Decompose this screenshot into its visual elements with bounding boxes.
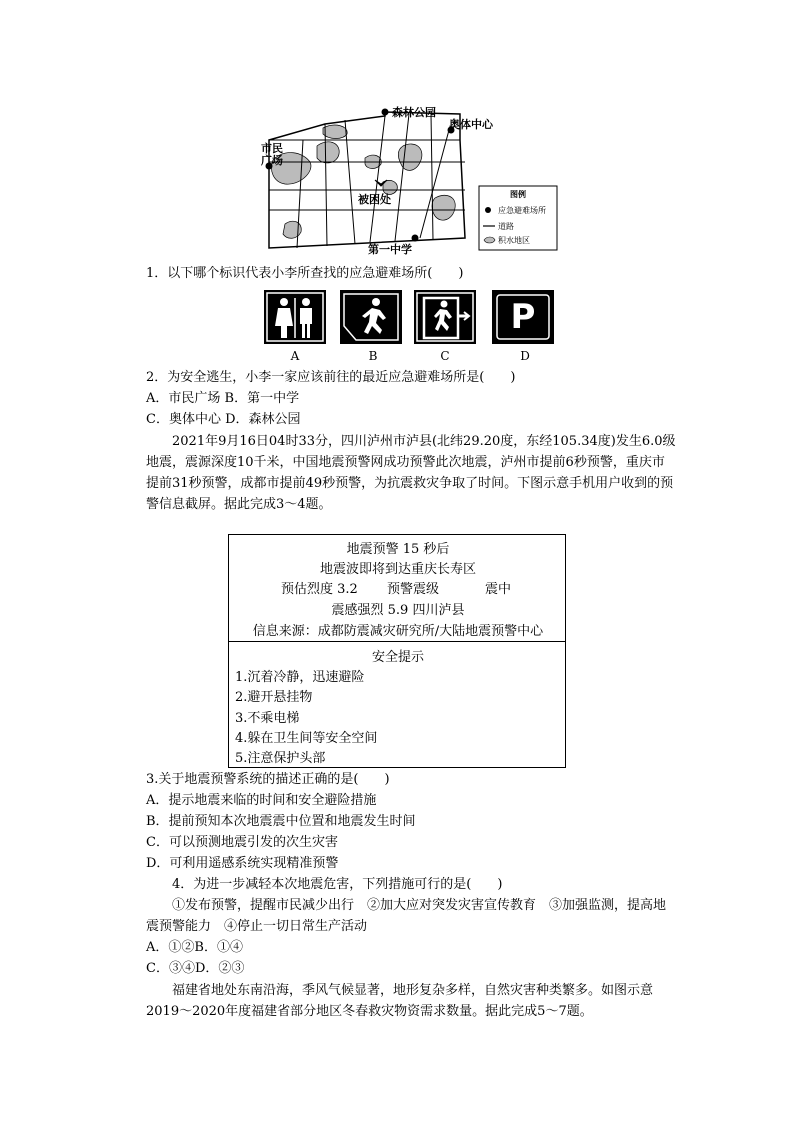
- legend-water: 积水地区: [498, 236, 530, 245]
- question-2-options-ab: A．市民广场 B．第一中学: [146, 391, 300, 406]
- question-3-option-c: C．可以预测地震引发的次生灾害: [146, 835, 338, 850]
- safety-tip-5: 5.注意保护头部: [235, 751, 326, 766]
- option-letter-b: B: [368, 349, 378, 363]
- safety-tip-3: 3.不乘电梯: [235, 711, 300, 726]
- shelter-dot-forest-park: [382, 109, 389, 116]
- shelter-dot-first-middle-school: [412, 235, 419, 242]
- question-3-option-b: B．提前预知本次地震震中位置和地震发生时间: [146, 814, 416, 829]
- sign-b-running-icon: [340, 290, 402, 344]
- warning-level-value: 震中: [485, 582, 512, 597]
- warning-countdown: 地震预警 15 秒后: [346, 542, 450, 557]
- label-citizen-square-line2: 广场: [261, 154, 283, 167]
- passage-fujian: 福建省地处东南沿海，季风气候显著，地形复杂多样，自然灾害种类繁多。如图示意2019～2020年度福建省部分地区冬春救灾物资需求数量。据此完成5～7题。: [146, 983, 654, 1019]
- question-4-options-cd: C．③④D．②③: [146, 961, 245, 976]
- warning-magnitude: 震感强烈 5.9 四川泸县: [331, 603, 465, 618]
- safety-tip-2: 2.避开悬挂物: [235, 690, 313, 705]
- question-4-options-ab: A．①②B．①④: [146, 940, 243, 955]
- label-citizen-square-line1: 市民: [261, 142, 283, 155]
- warning-level-label: 预警震级: [387, 582, 440, 597]
- sign-c-exit-icon: [414, 290, 476, 344]
- legend-shelter: 应急避难场所: [498, 206, 546, 215]
- earthquake-warning-screenshot: [228, 534, 566, 768]
- question-2-stem: 2．为安全逃生，小李一家应该前往的最近应急避难场所是( ): [146, 370, 516, 385]
- warning-arrival: 地震波即将到达重庆长寿区: [319, 562, 476, 577]
- question-3-stem: 3.关于地震预警系统的描述正确的是( ): [146, 772, 390, 787]
- passage-earthquake: 2021年9月16日04时33分，四川泸州市泸县(北纬29.20度，东经105.34度)发生6.0级地震，震源深度10千米，中国地震预警网成功预警此次地震，泸州市提前6秒预警，重庆市提前31秒预警，成都市提前49秒预警，为抗震救灾争取了时间。下图示意手机用户收到的预警信息截屏。据此完成3～4题。: [146, 434, 676, 512]
- parking-letter: P: [510, 297, 536, 337]
- sign-a-restroom-icon: [264, 290, 326, 344]
- question-1-stem: 1．以下哪个标识代表小李所查找的应急避难场所( ): [146, 266, 464, 281]
- evacuation-map: [255, 100, 560, 258]
- safety-tips-title: 安全提示: [371, 650, 424, 665]
- label-olympic-center: 奥体中心: [449, 118, 493, 131]
- question-3-option-d: D．可利用遥感系统实现精准预警: [146, 856, 339, 871]
- label-trapped: 被困处: [358, 193, 391, 206]
- label-forest-park: 森林公园: [392, 106, 436, 119]
- question-4-stem: 4．为进一步减轻本次地震危害，下列措施可行的是( ): [172, 877, 503, 892]
- option-letter-c: C: [440, 349, 450, 363]
- legend-title: 图例: [510, 189, 526, 199]
- question-2-options-cd: C．奥体中心 D．森林公园: [146, 412, 301, 427]
- legend-road: 道路: [498, 222, 514, 231]
- question-4-measures-line1: ①发布预警，提醒市民减少出行 ②加大应对突发灾害宣传教育 ③加强监测，提高地: [172, 898, 667, 913]
- question-3-option-a: A．提示地震来临的时间和安全避险措施: [146, 793, 377, 808]
- option-letter-a: A: [290, 349, 300, 363]
- warning-source: 信息来源：成都防震减灾研究所/大陆地震预警中心: [252, 624, 544, 639]
- option-letter-d: D: [520, 349, 530, 363]
- question-4-measures-line2: 震预警能力 ④停止一切日常生产活动: [146, 919, 368, 934]
- warning-divider: [229, 641, 565, 642]
- sign-d-parking-icon: [492, 290, 554, 344]
- label-first-middle-school: 第一中学: [368, 243, 412, 256]
- safety-tip-4: 4.躲在卫生间等安全空间: [235, 731, 378, 746]
- safety-tip-1: 1.沉着冷静，迅速避险: [235, 670, 365, 685]
- warning-intensity: 预估烈度 3.2: [281, 582, 358, 597]
